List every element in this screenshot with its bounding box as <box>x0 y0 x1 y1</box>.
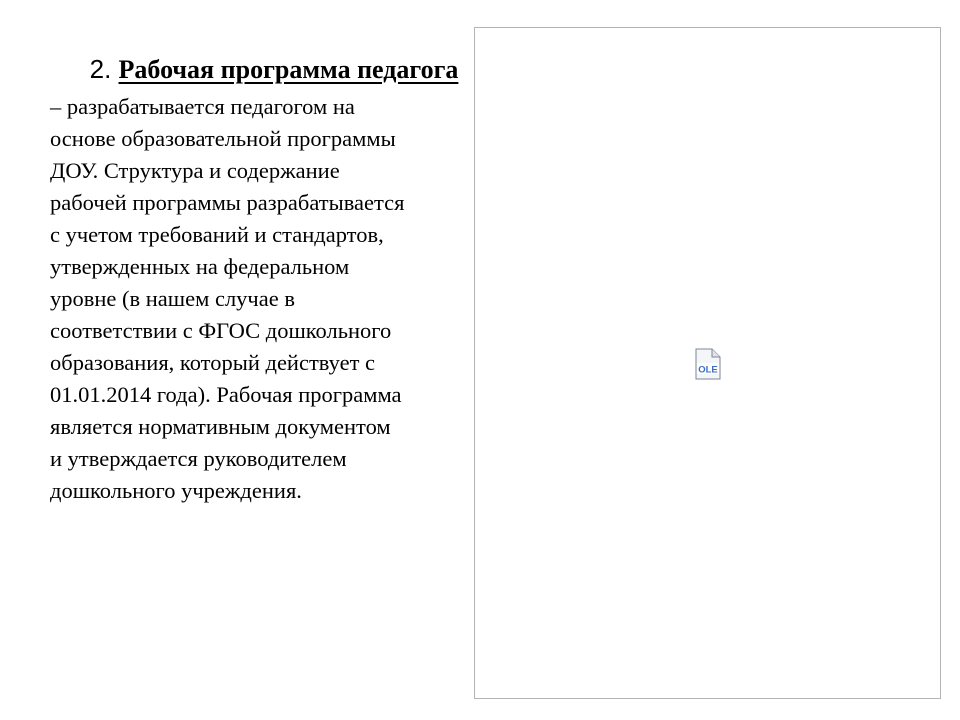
ole-document-icon[interactable] <box>695 348 721 380</box>
heading-title: Рабочая программа педагога <box>118 55 459 84</box>
ole-object-frame[interactable] <box>474 27 941 699</box>
section-heading <box>50 50 480 89</box>
text-column <box>50 50 480 507</box>
body-paragraph: – разрабатывается педагогом на основе образовательной программы ДОУ. Структура и содержание рабочей программы разрабатывается с учетом требований и стандартов, утвержденных на федеральном уровне (в нашем случае в соответствии с ФГОС дошкольного образования, который действует с 01.01.2014 года). Рабочая программа является нормативным документом и утверждается руководителем дошкольного учреждения. <box>50 94 405 503</box>
ole-icon-label: OLE <box>698 364 718 376</box>
heading-number: 2. <box>89 54 119 84</box>
